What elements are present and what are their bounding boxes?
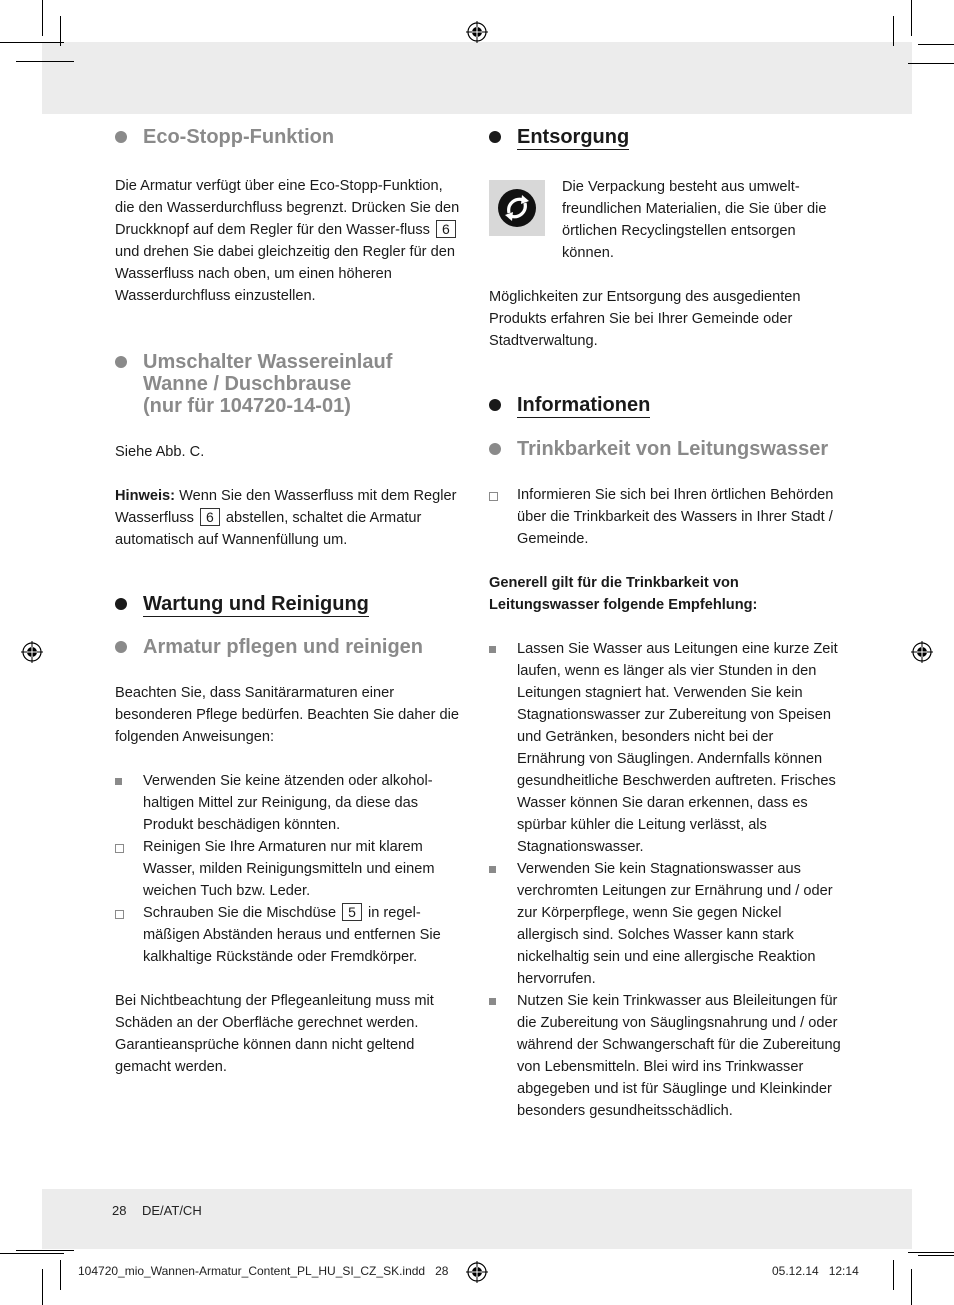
- crop-mark: [908, 1252, 954, 1253]
- crop-mark: [42, 1269, 43, 1305]
- crop-mark: [893, 16, 894, 46]
- footer-band: [42, 1189, 912, 1249]
- care-list: [115, 770, 465, 968]
- crop-mark: [42, 0, 43, 36]
- registration-mark-icon: [21, 641, 43, 663]
- part-reference: 5: [342, 903, 362, 921]
- crop-mark: [908, 63, 954, 64]
- open-square-bullet-icon: [489, 492, 498, 501]
- crop-mark: [911, 1269, 912, 1305]
- crop-mark: [911, 0, 912, 36]
- switch-heading: Umschalter Wassereinlauf Wanne / Duschbrause (nur für 104720-14-01): [115, 351, 465, 417]
- square-bullet-icon: [489, 646, 496, 653]
- square-bullet-icon: [489, 866, 496, 873]
- list-item: Informieren Sie sich bei Ihren örtlichen Behörden über die Trinkbarkeit des Wassers in Ihrer Stadt / Gemeinde.: [489, 484, 841, 550]
- general-recommendation: Generell gilt für die Trinkbarkeit von Leitungswasser folgende Empfehlung:: [489, 575, 758, 613]
- note-text: Hinweis: Wenn Sie den Wasserfluss mit dem Regler Wasserfluss 6 abstellen, schaltet die Armatur automatisch auf Wannenfüllung um.: [115, 488, 457, 548]
- heading-bullet-icon: [115, 641, 127, 653]
- left-column: [115, 126, 465, 1078]
- list-item: Verwenden Sie kein Stagnationswasser aus verchromten Leitungen zur Ernährung und / oder zur Körperpflege, wenn Sie gegen Nickel allergisch sind. Solches Wasser kann stark nickelhaltig sein und eine allergische Reaktion hervorrufen.: [489, 858, 841, 990]
- info-heading: Informationen: [489, 394, 841, 416]
- part-reference: 6: [200, 508, 220, 526]
- square-bullet-icon: [489, 998, 496, 1005]
- eco-stop-heading: Eco-Stopp-Funktion: [115, 126, 465, 148]
- heading-bullet-icon: [115, 598, 127, 610]
- square-bullet-icon: [115, 778, 122, 785]
- page-number: 28: [112, 1203, 127, 1218]
- header-band: [42, 42, 912, 114]
- list-item: Schrauben Sie die Mischdüse 5 in regel-mäßigen Abständen heraus und entfernen Sie kalkhaltige Rückstände oder Fremdkörper.: [115, 902, 465, 968]
- disposal-text: Die Verpackung besteht aus umwelt-freundlichen Materialien, die Sie über die örtlichen Recyclingstellen entsorgen können.: [562, 179, 827, 261]
- crop-mark: [16, 1250, 74, 1251]
- heading-bullet-icon: [489, 131, 501, 143]
- registration-mark-icon: [466, 1261, 488, 1283]
- part-reference: 6: [436, 220, 456, 238]
- crop-mark: [16, 61, 74, 62]
- open-square-bullet-icon: [115, 844, 124, 853]
- list-item: Verwenden Sie keine ätzenden oder alkohol-haltigen Mittel zur Reinigung, da diese das Produkt beschädigen könnten.: [115, 770, 465, 836]
- drinkability-heading: Trinkbarkeit von Leitungswasser: [489, 438, 841, 460]
- right-column: [489, 126, 841, 1122]
- list-item: Lassen Sie Wasser aus Leitungen eine kurze Zeit laufen, wenn es länger als vier Stunden in den Leitungen stagniert hat. Verwenden Sie kein Stagnationswasser zur Zubereitung von Speisen und Getränken, besonders nicht bei der Ernährung von Säuglingen. Andernfalls können gesundheitliche Beschwerden auftreten. Frisches Wasser können Sie daran erkennen, dass es spürbar kühler die Leitung verlässt, als Stagnationswasser.: [489, 638, 841, 858]
- date-time: 05.12.14 12:14: [772, 1264, 859, 1278]
- heading-bullet-icon: [489, 443, 501, 455]
- care-outro: Bei Nichtbeachtung der Pflegeanleitung muss mit Schäden an der Oberfläche gerechnet werden. Garantieansprüche können dann nicht geltend gemacht werden.: [115, 993, 434, 1075]
- registration-mark-icon: [911, 641, 933, 663]
- eco-stop-text: Die Armatur verfügt über eine Eco-Stopp-Funktion, die den Wasserdurchfluss begrenzt. Drücken Sie den Druckknopf auf dem Regler für den Wasser-fluss 6 und drehen Sie dabei gleichzeitig den Regler für den Wasserfluss nach oben, um einen höheren Wasserdurchfluss einzustellen.: [115, 178, 460, 304]
- see-figure-text: Siehe Abb. C.: [115, 444, 205, 460]
- list-item: Reinigen Sie Ihre Armaturen nur mit klarem Wasser, milden Reinigungsmitteln und einem weichen Tuch bzw. Leder.: [115, 836, 465, 902]
- list-item: Nutzen Sie kein Trinkwasser aus Bleileitungen für die Zubereitung von Säuglingsnahrung und / oder während der Schwangerschaft für die Zubereitung von Lebensmitteln. Blei wird ins Trinkwasser abgegeben und ist für Säuglinge und Kleinkinder besonders gesundheitsschädlich.: [489, 990, 841, 1122]
- drinkability-list: [489, 484, 841, 550]
- heading-bullet-icon: [115, 131, 127, 143]
- crop-mark: [893, 1260, 894, 1290]
- disposal-heading: Entsorgung: [489, 126, 841, 148]
- registration-mark-icon: [466, 21, 488, 43]
- crop-mark: [0, 42, 64, 43]
- recommendation-list: [489, 638, 841, 1122]
- open-square-bullet-icon: [115, 910, 124, 919]
- heading-bullet-icon: [489, 399, 501, 411]
- disposal-text-2: Möglichkeiten zur Entsorgung des ausgedienten Produkts erfahren Sie bei Ihrer Gemeinde oder Stadtverwaltung.: [489, 289, 801, 349]
- care-heading: Armatur pflegen und reinigen: [115, 636, 465, 658]
- file-name: 104720_mio_Wannen-Armatur_Content_PL_HU_SI_CZ_SK.indd 28: [78, 1264, 449, 1278]
- crop-mark: [918, 1255, 954, 1256]
- maintenance-heading: Wartung und Reinigung: [115, 593, 465, 615]
- crop-mark: [0, 1253, 64, 1254]
- crop-mark: [60, 1260, 61, 1290]
- care-intro: Beachten Sie, dass Sanitärarmaturen einer besonderen Pflege bedürfen. Beachten Sie daher die folgenden Anweisungen:: [115, 685, 460, 745]
- heading-bullet-icon: [115, 356, 127, 368]
- recycle-icon: [489, 180, 545, 236]
- crop-mark: [918, 44, 954, 45]
- region-label: DE/AT/CH: [142, 1203, 202, 1218]
